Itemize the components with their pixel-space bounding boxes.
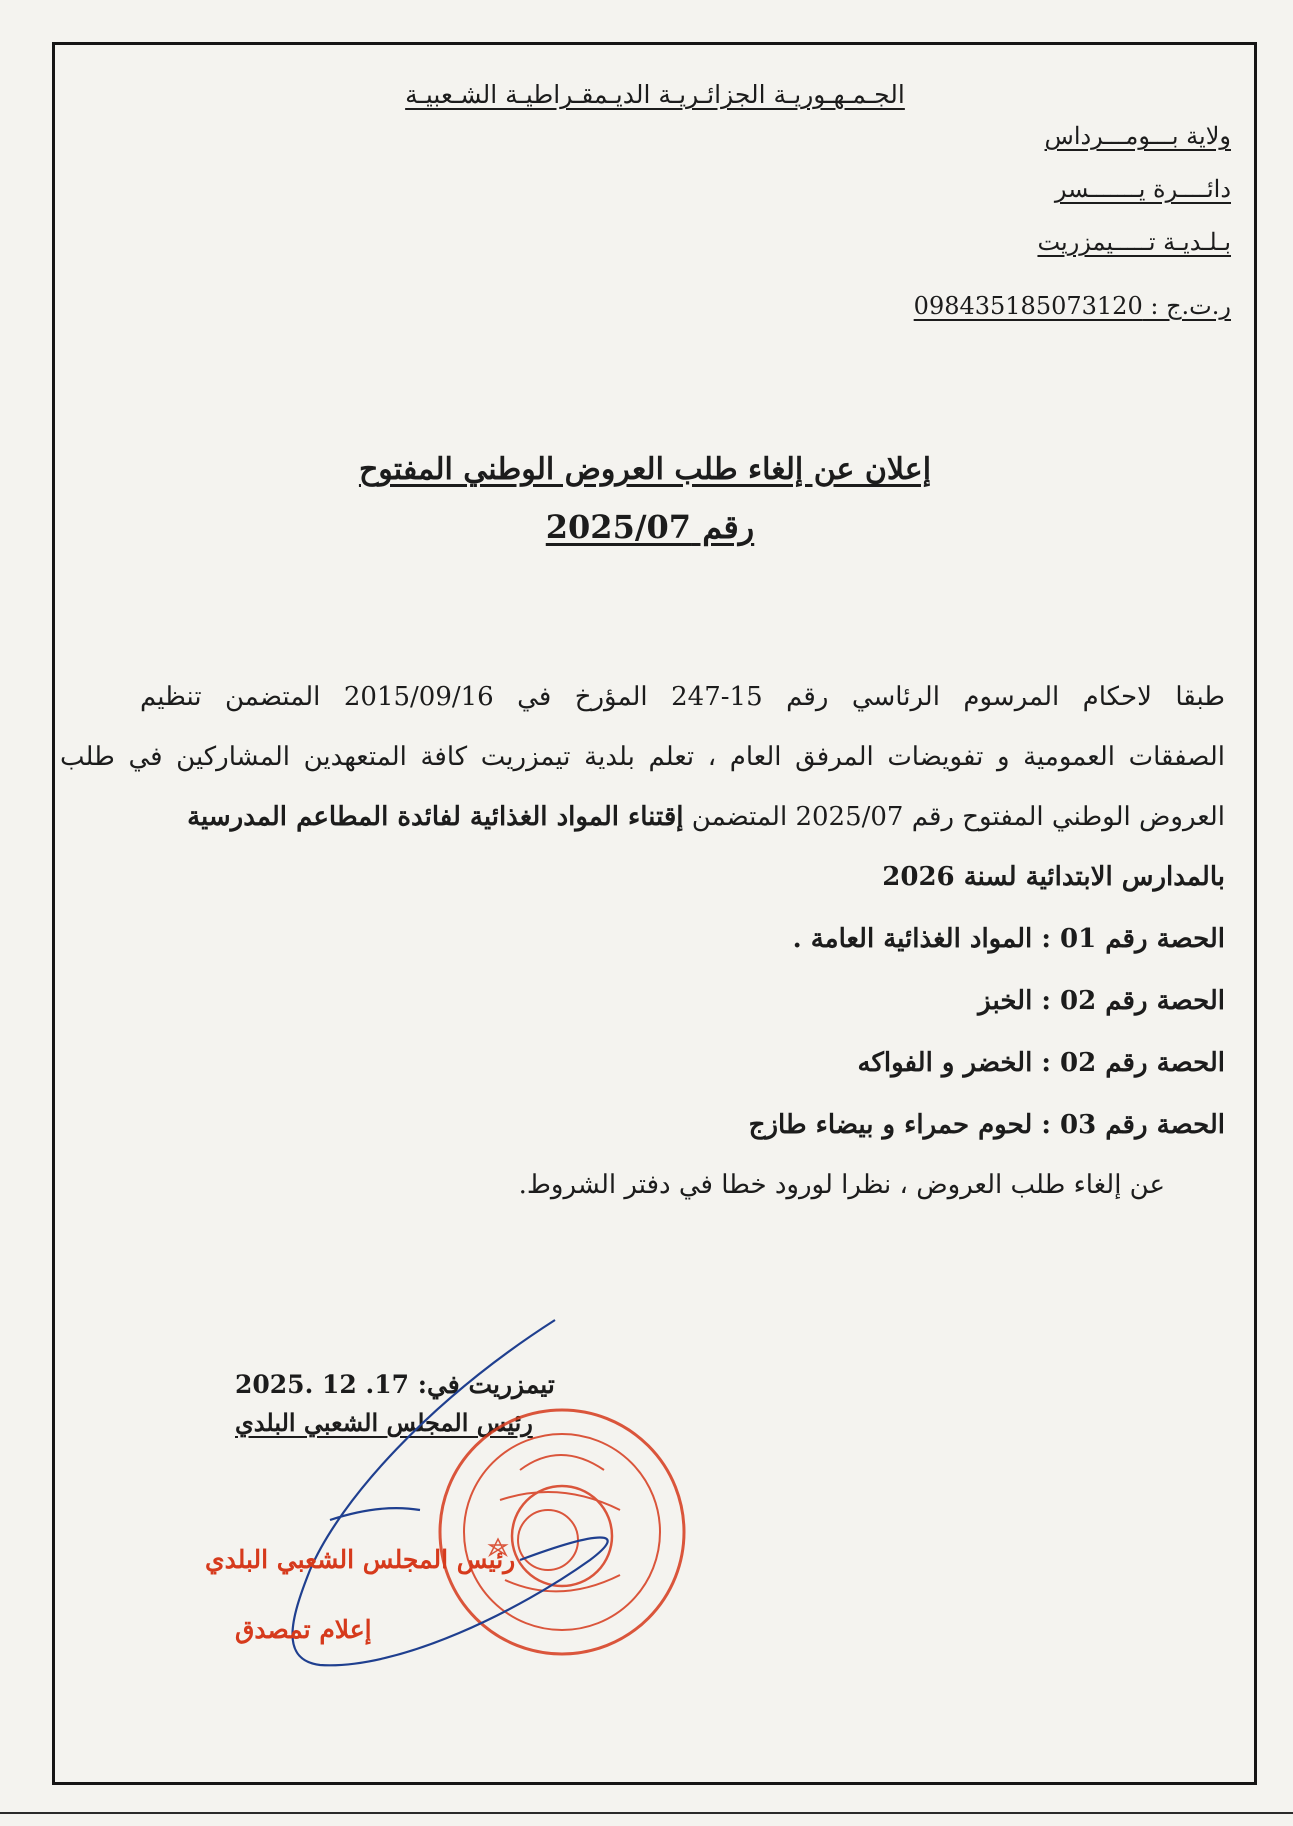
closing-statement: عن إلغاء طلب العروض ، نظرا لورود خطا في دفتر الشروط. (518, 1170, 1165, 1200)
body-line-1-text: طبقا لاحكام المرسوم الرئاسي رقم 15-247 المؤرخ في 2015/09/16 المتضمن تنظيم (140, 682, 1225, 712)
commune-label: بـلـديـة تـــــيمزريت (1037, 228, 1231, 256)
round-stamp (440, 1410, 684, 1654)
signature-title: رئيس المجلس الشعبي البلدي (235, 1408, 533, 1437)
wilaya-label: ولاية بـــومـــرداس (1044, 122, 1231, 150)
announcement-number: رقم 2025/07 (545, 508, 755, 546)
lot-item: الحصة رقم 03 : لحوم حمراء و بيضاء طازج (748, 1110, 1225, 1140)
lot-item: الحصة رقم 02 : الخضر و الفواكه (857, 1048, 1225, 1078)
body-line-2: الصفقات العمومية و تفويضات المرفق العام ، تعلم بلدية تيمزريت كافة المتعهدين المشاركين في طلب (60, 742, 1225, 772)
lot-item: الحصة رقم 02 : الخبز (978, 986, 1225, 1016)
scan-edge-line (0, 1812, 1293, 1814)
lot-item: الحصة رقم 01 : المواد الغذائية العامة . (792, 924, 1225, 954)
tax-id-label: ر.ت.ج : 098435185073120 (913, 292, 1231, 320)
stamp-line-1: رئيس المجلس الشعبي البلدي (205, 1545, 516, 1574)
body-line-3-normal: العروض الوطني المفتوح رقم 2025/07 المتضمن (683, 802, 1225, 832)
republic-heading: الجـمـهـوريـة الجزائـريـة الديـمقـراطيـة الشـعبيـة (405, 80, 905, 109)
body-line-4: بالمدارس الابتدائية لسنة 2026 (882, 862, 1225, 892)
signature-date: تيمزريت في: 17. 12 .2025 (235, 1370, 555, 1399)
daira-label: دائــــرة يـــــــسر (1054, 175, 1231, 203)
announcement-title: إعلان عن إلغاء طلب العروض الوطني المفتوح (358, 452, 932, 487)
body-line-3-bold: إقتناء المواد الغذائية لفائدة المطاعم المدرسية (187, 802, 684, 832)
stamp-line-2: إعلام تمصدق (235, 1615, 372, 1644)
